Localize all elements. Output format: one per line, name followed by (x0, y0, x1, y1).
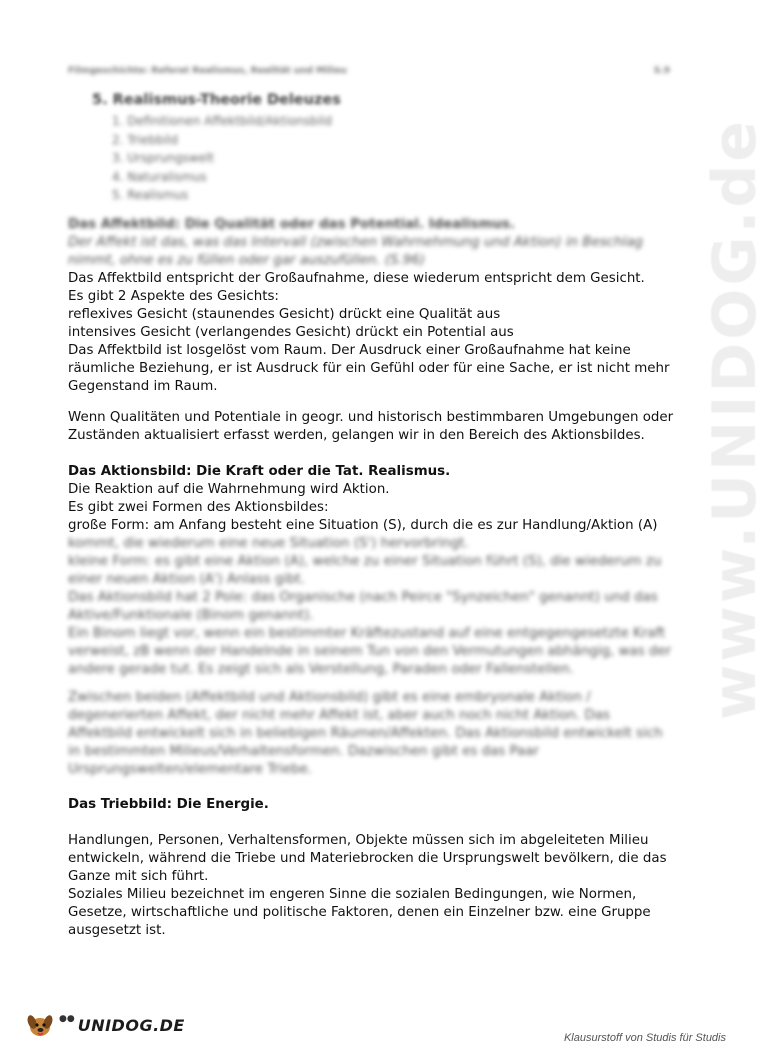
page-number: S.9 (653, 66, 670, 76)
action-heading: Das Aktionsbild: Die Kraft oder die Tat. Realismus. (68, 464, 451, 479)
body-line: reflexives Gesicht (staunendes Gesicht) drückt eine Qualität aus (68, 307, 501, 322)
outline-item: 5. Realismus (112, 188, 189, 202)
body-line: Die Reaktion auf die Wahrnehmung wird Aktion. (68, 482, 390, 497)
affect-quote-line: Der Affekt ist das, was das Intervall (zwischen Wahrnehmung und Aktion) in Beschlag (68, 235, 643, 250)
blurred-line: kommt, die wiederum eine neue Situation (S') hervorbringt. (68, 536, 469, 551)
outline-item: 1. Definitionen Affektbild/Aktionsbild (112, 114, 332, 128)
body-line: Das Affektbild entspricht der Großaufnahme, diese wiederum entspricht dem Gesicht. (68, 271, 645, 286)
affect-quote-line: nimmt, ohne es zu füllen oder gar auszufüllen. (S.96) (68, 253, 426, 268)
outline-item: 2. Triebbild (112, 132, 178, 147)
unidog-logo[interactable] (26, 1010, 185, 1040)
body-line: Es gibt 2 Aspekte des Gesichts: (68, 289, 279, 304)
section-title: 5. Realismus-Theorie Deleuzes (92, 92, 341, 108)
between-paragraph (68, 689, 690, 779)
body-line: große Form: am Anfang besteht eine Situation (S), durch die es zur Handlung/Aktion (A) (68, 518, 658, 533)
body-line: intensives Gesicht (verlangendes Gesicht) drückt ein Potential aus (68, 325, 514, 340)
action-section (68, 463, 690, 679)
body-line: räumliche Beziehung, er ist Ausdruck für ein Gefühl oder für eine Sache, er ist nicht mehr (68, 361, 670, 376)
outline-item: 4. Naturalismus (112, 169, 207, 184)
blurred-line: einer neuen Aktion (A') Anlass gibt. (68, 572, 306, 587)
body-line: Wenn Qualitäten und Potentiale in geogr. und historisch bestimmbaren Umgebungen oder (68, 410, 674, 425)
dog-mascot-icon (26, 1010, 56, 1040)
drive-heading: Das Triebbild: Die Energie. (68, 797, 269, 812)
drive-section (68, 832, 690, 940)
blurred-line: kleine Form: es gibt eine Aktion (A), welche zu einer Situation führt (S), die wiederum zu (68, 554, 662, 569)
blurred-line: Affektbild entwickelt sich in beliebigen Räumen/Affekten. Das Aktionsbild entwickelt sich (68, 726, 663, 741)
blurred-line: Das Aktionsbild hat 2 Pole: das Organische (nach Peirce "Synzeichen" genannt) und das (68, 590, 658, 605)
blurred-line: andere gerade tut. Es zeigt sich als Verstellung, Paraden oder Fallenstellen. (68, 662, 574, 677)
body-line: Gesetze, wirtschaftliche und politische Faktoren, denen ein Einzelner bzw. eine Gruppe (68, 905, 651, 920)
body-line: Handlungen, Personen, Verhaltensformen, Objekte müssen sich im abgeleiteten Milieu (68, 833, 649, 848)
section-outline (112, 112, 332, 205)
qualities-paragraph (68, 409, 690, 445)
blurred-line: verweist, zB wenn der Handelnde in seinem Tun von den Vermutungen abhängig, was der (68, 644, 672, 659)
blurred-line: Ein Binom liegt vor, wenn ein bestimmter Kräftezustand auf eine entgegengesetzte Kraft (68, 626, 666, 641)
body-line: Zuständen aktualisiert erfasst werden, gelangen wir in den Bereich des Aktionsbildes. (68, 428, 645, 443)
body-line: Gegenstand im Raum. (68, 379, 218, 394)
running-header (68, 66, 670, 76)
affect-heading: Das Affektbild: Die Qualität oder das Potential. Idealismus. (68, 217, 515, 232)
footer-slogan: Klausurstoff von Studis für Studis (563, 1032, 726, 1044)
outline-item: 3. Ursprungswelt (112, 151, 215, 165)
blurred-line: degenerierten Affekt, der nicht mehr Affekt ist, aber auch noch nicht Aktion. Das (68, 708, 610, 723)
drive-heading-block (68, 796, 690, 814)
watermark: www.UNIDOG.de (700, 118, 770, 720)
body-line: Das Affektbild ist losgelöst vom Raum. Der Ausdruck einer Großaufnahme hat keine (68, 343, 631, 358)
logo-text: UNIDOG.DE (77, 1015, 185, 1035)
body-line: entwickeln, während die Triebe und Materiebrocken die Ursprungswelt bevölkern, die das (68, 851, 667, 866)
blurred-line: Ursprungswelten/elementare Triebe. (68, 762, 312, 777)
blurred-line: in bestimmten Milieus/Verhaltensformen. Dazwischen gibt es das Paar (68, 744, 539, 759)
body-line: Ganze mit sich führt. (68, 869, 209, 884)
blurred-paragraph (68, 535, 690, 679)
body-line: Soziales Milieu bezeichnet im engeren Sinne die sozialen Bedingungen, wie Normen, (68, 887, 637, 902)
blurred-line: Aktive/Funktionale (Binom genannt). (68, 608, 314, 623)
paw-icon: ●● (59, 1014, 75, 1024)
running-header-title: Filmgeschichte: Referat Realismus, Realität und Milieu (68, 66, 347, 76)
body-line: ausgesetzt ist. (68, 923, 166, 938)
body-line: Es gibt zwei Formen des Aktionsbildes: (68, 500, 329, 515)
blurred-line: Zwischen beiden (Affektbild und Aktionsbild) gibt es eine embryonale Aktion / (68, 690, 591, 705)
affect-section (68, 216, 690, 396)
